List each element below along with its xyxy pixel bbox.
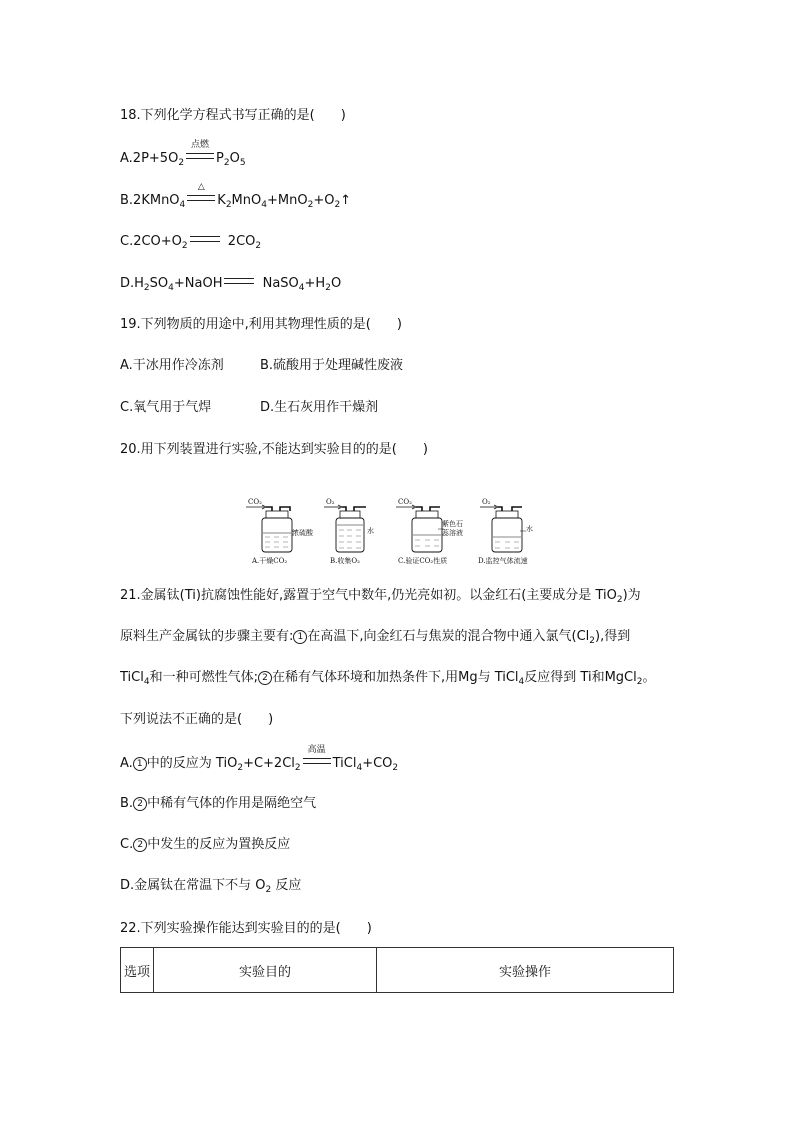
circled-1-icon: 1 <box>133 757 147 771</box>
q21-line2: 原料生产金属钛的步骤主要有: 1 在高温下,向金红石与焦炭的混合物中通入氯气$(Cl_2)$,得到 <box>120 629 631 646</box>
circled-2-icon: 2 <box>258 671 272 685</box>
reagent-a: 浓硫酸 <box>292 529 313 537</box>
bottle-c <box>396 498 463 565</box>
caption-c: C.验证CO₂性质 <box>398 557 448 565</box>
gas-label-a: CO₂ <box>248 498 262 506</box>
q22-table <box>120 947 674 993</box>
table-header-row <box>121 948 674 993</box>
q18-option-a: $A.2P+5O_2$ 点燃 $P_2O_5$ <box>120 140 246 168</box>
gas-label-d: O₂ <box>482 498 491 506</box>
q18-option-d: $D.H_2SO_4+NaOH$ $NaSO_4+H_2O$ <box>120 276 342 293</box>
q19-ab <box>120 357 404 375</box>
q19-cd <box>120 399 379 417</box>
q18-option-b: B.2KMnO$_4$ △ $K_2MnO_4+MnO_2+O_2↑$ <box>120 182 352 210</box>
header-operation: 实验操作 <box>377 948 674 993</box>
caption-b: B.收集O₂ <box>330 557 360 565</box>
q21-line3: TiCl$_4$和一种可燃性气体; 2 在稀有气体环境和加热条件下,用Mg与 TiCl$_4$反应得到 Ti和MgCl$_2$。 <box>120 670 656 687</box>
circled-2-icon: 2 <box>133 797 147 811</box>
gas-label-c: CO₂ <box>398 498 412 506</box>
reagent-c-line1: 紫色石 <box>442 520 463 528</box>
q18-stem: 18.下列化学方程式书写正确的是( ) <box>120 108 346 123</box>
q21-question: 下列说法不正确的是( ) <box>120 712 274 727</box>
q18-option-c: $C.2CO+O_2$ $2CO_2$ <box>120 234 262 251</box>
q19-option-c: C.氧气用于气焊 <box>120 400 212 415</box>
header-option: 选项 <box>121 948 154 993</box>
bottle-a <box>246 498 314 565</box>
circled-2-icon: 2 <box>133 838 147 852</box>
reagent-c-line2: 蕊溶液 <box>442 529 463 537</box>
reagent-b: 水 <box>367 527 374 535</box>
bottle-b <box>324 498 374 565</box>
q19-option-a: A.干冰用作冷冻剂 <box>120 358 224 373</box>
reagent-d: 水 <box>526 525 533 533</box>
apparatus-figure <box>242 495 562 567</box>
bottle-d <box>478 498 533 565</box>
caption-a: A.干燥CO₂ <box>252 557 288 565</box>
q19-stem: 19.下列物质的用途中,利用其物理性质的是( ) <box>120 317 402 332</box>
q21-option-d: D.金属钛在常温下不与 $O_2$ 反应 <box>120 878 302 895</box>
q22-stem: 22.下列实验操作能达到实验目的的是( ) <box>120 921 372 936</box>
q21-line1: 21.金属钛(Ti)抗腐蚀性能好,露置于空气中数年,仍光亮如初。以金红石(主要成分是 TiO$_2$)为 <box>120 588 641 605</box>
q19-option-d: D.生石灰用作干燥剂 <box>260 400 379 415</box>
gas-label-b: O₂ <box>326 498 335 506</box>
q20-stem: 20.用下列装置进行实验,不能达到实验目的的是( ) <box>120 442 428 457</box>
q21-option-a: A. 1 中的反应为 $TiO_2+C+2Cl_2$ 高温 $TiCl_4+CO_2$ <box>120 745 399 773</box>
q19-option-b: B.硫酸用于处理碱性废液 <box>260 358 404 373</box>
q21-option-b: B. 2 中稀有气体的作用是隔绝空气 <box>120 796 317 811</box>
circled-1-icon: 1 <box>293 630 307 644</box>
caption-d: D.监控气体流速 <box>478 557 528 565</box>
header-purpose: 实验目的 <box>154 948 377 993</box>
q21-option-c: C. 2 中发生的反应为置换反应 <box>120 837 291 852</box>
